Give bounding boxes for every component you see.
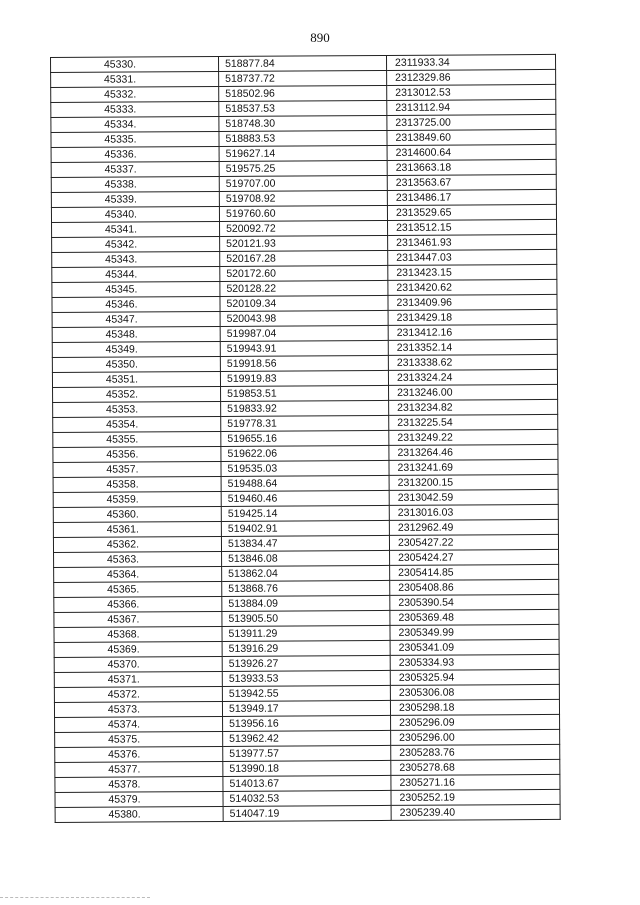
row-number-cell: 45376. [55, 746, 223, 762]
y-coordinate-cell: 2305369.48 [390, 609, 559, 625]
x-coordinate-cell: 513846.08 [222, 550, 390, 566]
y-coordinate-cell: 2313447.03 [388, 249, 557, 265]
y-coordinate-cell: 2313338.62 [388, 354, 557, 370]
x-coordinate-cell: 520121.93 [220, 235, 388, 251]
x-coordinate-cell: 514047.19 [223, 805, 391, 821]
y-coordinate-cell: 2313112.94 [387, 99, 556, 115]
row-number-cell: 45378. [55, 776, 223, 792]
y-coordinate-cell: 2313016.03 [389, 504, 558, 520]
y-coordinate-cell: 2305296.00 [391, 729, 560, 745]
y-coordinate-cell: 2313529.65 [387, 204, 556, 220]
y-coordinate-cell: 2313012.53 [387, 84, 556, 100]
row-number-cell: 45331. [51, 71, 219, 87]
y-coordinate-cell: 2305283.76 [391, 744, 560, 760]
x-coordinate-cell: 519402.91 [221, 520, 389, 536]
row-number-cell: 45373. [54, 701, 222, 717]
row-number-cell: 45358. [53, 476, 221, 492]
y-coordinate-cell: 2313246.00 [389, 384, 558, 400]
row-number-cell: 45355. [53, 431, 221, 447]
x-coordinate-cell: 513949.17 [222, 700, 390, 716]
row-number-cell: 45357. [53, 461, 221, 477]
y-coordinate-cell: 2305252.19 [391, 789, 560, 805]
row-number-cell: 45372. [54, 686, 222, 702]
y-coordinate-cell: 2313849.60 [387, 129, 556, 145]
y-coordinate-cell: 2313409.96 [388, 294, 557, 310]
x-coordinate-cell: 519425.14 [221, 505, 389, 521]
x-coordinate-cell: 518537.53 [219, 100, 387, 116]
row-number-cell: 45353. [53, 401, 221, 417]
row-number-cell: 45346. [52, 296, 220, 312]
x-coordinate-cell: 519708.92 [219, 190, 387, 206]
y-coordinate-cell: 2312962.49 [389, 519, 558, 535]
y-coordinate-cell: 2305390.54 [390, 594, 559, 610]
row-number-cell: 45360. [53, 506, 221, 522]
x-coordinate-cell: 518883.53 [219, 130, 387, 146]
y-coordinate-cell: 2305334.93 [390, 654, 559, 670]
x-coordinate-cell: 519760.60 [219, 205, 387, 221]
x-coordinate-cell: 519943.91 [220, 340, 388, 356]
x-coordinate-cell: 519575.25 [219, 160, 387, 176]
row-number-cell: 45336. [51, 146, 219, 162]
row-number-cell: 45375. [55, 731, 223, 747]
y-coordinate-cell: 2313264.46 [389, 444, 558, 460]
row-number-cell: 45342. [52, 236, 220, 252]
footer-rule [0, 897, 150, 898]
x-coordinate-cell: 514032.53 [223, 790, 391, 806]
coordinates-table [50, 54, 561, 823]
x-coordinate-cell: 513884.09 [222, 595, 390, 611]
y-coordinate-cell: 2305424.27 [390, 549, 559, 565]
row-number-cell: 45361. [53, 521, 221, 537]
row-number-cell: 45379. [55, 791, 223, 807]
page-number: 890 [310, 30, 330, 45]
x-coordinate-cell: 519778.31 [221, 415, 389, 431]
x-coordinate-cell: 513868.76 [222, 580, 390, 596]
y-coordinate-cell: 2313663.18 [387, 159, 556, 175]
y-coordinate-cell: 2313461.93 [388, 234, 557, 250]
x-coordinate-cell: 519919.83 [220, 370, 388, 386]
row-number-cell: 45370. [54, 656, 222, 672]
x-coordinate-cell: 519655.16 [221, 430, 389, 446]
x-coordinate-cell: 513862.04 [222, 565, 390, 581]
y-coordinate-cell: 2313420.62 [388, 279, 557, 295]
y-coordinate-cell: 2313225.54 [389, 414, 558, 430]
x-coordinate-cell: 519833.92 [221, 400, 389, 416]
x-coordinate-cell: 513956.16 [223, 715, 391, 731]
x-coordinate-cell: 520109.34 [220, 295, 388, 311]
y-coordinate-cell: 2311933.34 [386, 54, 555, 70]
row-number-cell: 45330. [51, 56, 219, 72]
y-coordinate-cell: 2313423.15 [388, 264, 557, 280]
x-coordinate-cell: 518502.96 [219, 85, 387, 101]
row-number-cell: 45339. [51, 191, 219, 207]
y-coordinate-cell: 2305271.16 [391, 774, 560, 790]
x-coordinate-cell: 519460.46 [221, 490, 389, 506]
row-number-cell: 45366. [54, 596, 222, 612]
x-coordinate-cell: 520167.28 [220, 250, 388, 266]
row-number-cell: 45368. [54, 626, 222, 642]
y-coordinate-cell: 2305239.40 [391, 804, 560, 820]
row-number-cell: 45351. [52, 371, 220, 387]
y-coordinate-cell: 2313563.67 [387, 174, 556, 190]
x-coordinate-cell: 520172.60 [220, 265, 388, 281]
y-coordinate-cell: 2313725.00 [387, 114, 556, 130]
y-coordinate-cell: 2313241.69 [389, 459, 558, 475]
x-coordinate-cell: 513834.47 [221, 535, 389, 551]
x-coordinate-cell: 518877.84 [218, 55, 386, 71]
x-coordinate-cell: 519627.14 [219, 145, 387, 161]
x-coordinate-cell: 513911.29 [222, 625, 390, 641]
table-row [55, 804, 560, 822]
x-coordinate-cell: 519707.00 [219, 175, 387, 191]
y-coordinate-cell: 2305306.08 [390, 684, 559, 700]
row-number-cell: 45334. [51, 116, 219, 132]
y-coordinate-cell: 2305296.09 [391, 714, 560, 730]
y-coordinate-cell: 2305427.22 [389, 534, 558, 550]
row-number-cell: 45354. [53, 416, 221, 432]
y-coordinate-cell: 2305414.85 [390, 564, 559, 580]
row-number-cell: 45365. [54, 581, 222, 597]
row-number-cell: 45338. [51, 176, 219, 192]
y-coordinate-cell: 2313324.24 [388, 369, 557, 385]
y-coordinate-cell: 2313200.15 [389, 474, 558, 490]
y-coordinate-cell: 2313429.18 [388, 309, 557, 325]
x-coordinate-cell: 520092.72 [220, 220, 388, 236]
x-coordinate-cell: 513942.55 [222, 685, 390, 701]
row-number-cell: 45367. [54, 611, 222, 627]
row-number-cell: 45341. [52, 221, 220, 237]
row-number-cell: 45362. [53, 536, 221, 552]
x-coordinate-cell: 513916.29 [222, 640, 390, 656]
y-coordinate-cell: 2305278.68 [391, 759, 560, 775]
row-number-cell: 45343. [52, 251, 220, 267]
row-number-cell: 45345. [52, 281, 220, 297]
row-number-cell: 45352. [53, 386, 221, 402]
x-coordinate-cell: 519853.51 [221, 385, 389, 401]
row-number-cell: 45340. [51, 206, 219, 222]
y-coordinate-cell: 2313486.17 [387, 189, 556, 205]
y-coordinate-cell: 2305341.09 [390, 639, 559, 655]
x-coordinate-cell: 519987.04 [220, 325, 388, 341]
y-coordinate-cell: 2305298.18 [390, 699, 559, 715]
row-number-cell: 45380. [55, 806, 223, 822]
x-coordinate-cell: 513962.42 [223, 730, 391, 746]
y-coordinate-cell: 2313512.15 [388, 219, 557, 235]
row-number-cell: 45377. [55, 761, 223, 777]
x-coordinate-cell: 519622.06 [221, 445, 389, 461]
row-number-cell: 45364. [54, 566, 222, 582]
y-coordinate-cell: 2313352.14 [388, 339, 557, 355]
y-coordinate-cell: 2305408.86 [390, 579, 559, 595]
y-coordinate-cell: 2314600.64 [387, 144, 556, 160]
x-coordinate-cell: 513926.27 [222, 655, 390, 671]
y-coordinate-cell: 2312329.86 [387, 69, 556, 85]
row-number-cell: 45333. [51, 101, 219, 117]
row-number-cell: 45356. [53, 446, 221, 462]
row-number-cell: 45359. [53, 491, 221, 507]
y-coordinate-cell: 2313412.16 [388, 324, 557, 340]
x-coordinate-cell: 519918.56 [220, 355, 388, 371]
x-coordinate-cell: 518748.30 [219, 115, 387, 131]
x-coordinate-cell: 520043.98 [220, 310, 388, 326]
y-coordinate-cell: 2305349.99 [390, 624, 559, 640]
x-coordinate-cell: 513990.18 [223, 760, 391, 776]
row-number-cell: 45369. [54, 641, 222, 657]
row-number-cell: 45337. [51, 161, 219, 177]
x-coordinate-cell: 519488.64 [221, 475, 389, 491]
row-number-cell: 45363. [54, 551, 222, 567]
x-coordinate-cell: 513933.53 [222, 670, 390, 686]
y-coordinate-cell: 2305325.94 [390, 669, 559, 685]
y-coordinate-cell: 2313042.59 [389, 489, 558, 505]
row-number-cell: 45335. [51, 131, 219, 147]
y-coordinate-cell: 2313249.22 [389, 429, 558, 445]
x-coordinate-cell: 519535.03 [221, 460, 389, 476]
x-coordinate-cell: 513977.57 [223, 745, 391, 761]
x-coordinate-cell: 513905.50 [222, 610, 390, 626]
row-number-cell: 45348. [52, 326, 220, 342]
row-number-cell: 45374. [55, 716, 223, 732]
x-coordinate-cell: 514013.67 [223, 775, 391, 791]
row-number-cell: 45332. [51, 86, 219, 102]
x-coordinate-cell: 520128.22 [220, 280, 388, 296]
y-coordinate-cell: 2313234.82 [389, 399, 558, 415]
coordinates-table-body [51, 54, 561, 822]
row-number-cell: 45371. [54, 671, 222, 687]
row-number-cell: 45344. [52, 266, 220, 282]
x-coordinate-cell: 518737.72 [219, 70, 387, 86]
row-number-cell: 45347. [52, 311, 220, 327]
row-number-cell: 45350. [52, 356, 220, 372]
row-number-cell: 45349. [52, 341, 220, 357]
